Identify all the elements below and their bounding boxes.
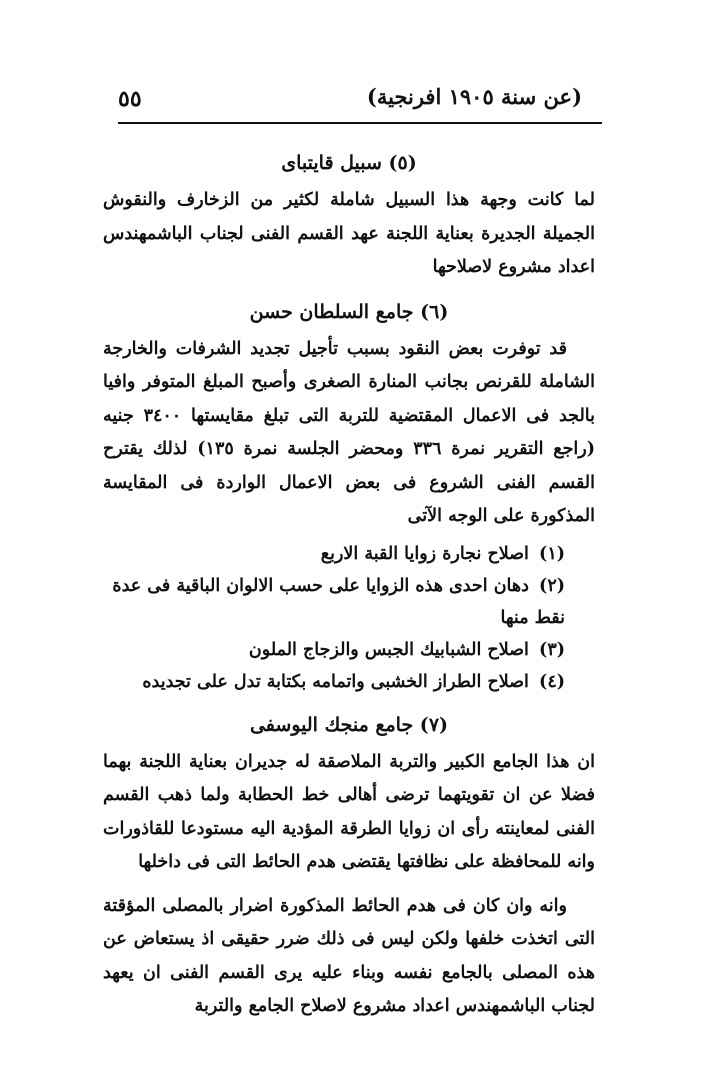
list-item-number: (٤) xyxy=(539,671,565,692)
list-item-text: اصلاح الطراز الخشبى واتمامه بكتابة تدل على تجديده xyxy=(142,671,529,692)
list-item-text: اصلاح الشبابيك الجبس والزجاج الملون xyxy=(248,639,529,660)
list-item xyxy=(103,634,565,666)
list-item-number: (١) xyxy=(539,543,565,564)
list-item-number: (٣) xyxy=(539,639,565,660)
section-heading: (٥) سبيل قايتباى xyxy=(281,152,417,174)
list-item-text: دهان احدى هذه الزوايا على حسب الالوان الباقية فى عدة نقط منها xyxy=(112,575,565,628)
section-heading: (٧) جامع منجك اليوسفى xyxy=(249,713,449,736)
page-number: ٥٥ xyxy=(118,86,142,112)
list-item xyxy=(103,538,565,570)
list-item-text: اصلاح نجارة زوايا القبة الاربع xyxy=(320,543,529,564)
section-paragraph: لما كانت وجهة هذا السبيل شاملة لكثير من الزخارف والنقوش الجميلة الجديرة بعناية اللجنة عهد القسم الفنى لجناب الباشمهندس اعداد مشروع لاصلاحها xyxy=(103,190,595,277)
list-item xyxy=(103,570,565,634)
section-heading: (٦) جامع السلطان حسن xyxy=(249,300,449,323)
list-item-number: (٢) xyxy=(539,575,565,596)
header-rule xyxy=(118,122,602,124)
page-header xyxy=(118,84,602,120)
section-paragraph: ان هذا الجامع الكبير والتربة الملاصقة له جديران بعناية اللجنة بهما فضلا عن ان تقويتهما ترضى أهالى خط الحطابة ولما ذهب القسم الفنى لمعاينته رأى ان زوايا الطرقة المؤدية اليه مستودعا للقاذورات وانه للمحافظة على نظافتها يقتضى هدم الحائط التى فى داخلها xyxy=(103,751,595,872)
section-paragraph: قد توفرت بعض النقود بسبب تأجيل تجديد الشرفات والخارجة الشاملة للقرنص بجانب المنارة الصغرى وأصبح المبلغ المتوفر وافيا بالجد فى الاعمال المقتضية للتربة التى تبلغ مقايستها ٣٤٠٠ جنيه (راجع التقرير نمرة ٣٣٦ ومحضر الجلسة نمرة ١٣٥) لذلك يقترح القسم الفنى الشروع فى بعض الاعمال الواردة فى المقايسة المذكورة على الوجه الآتى xyxy=(103,338,596,526)
page-body xyxy=(103,136,595,1024)
section-paragraph: وانه وان كان فى هدم الحائط المذكورة اضرار بالمصلى المؤقتة التى اتخذت خلفها ولكن ليس فى ذلك ضرر حقيقى اذ يستعاض عن هذه المصلى بالجامع نفسه وبناء عليه يرى القسم الفنى ان يعهد لجناب الباشمهندس اعداد مشروع لاصلاح الجامع والتربة xyxy=(103,895,595,1016)
work-items-list xyxy=(103,538,595,698)
list-item xyxy=(103,666,565,698)
running-title: (عن سنة ١٩٠٥ افرنجية) xyxy=(366,84,582,109)
